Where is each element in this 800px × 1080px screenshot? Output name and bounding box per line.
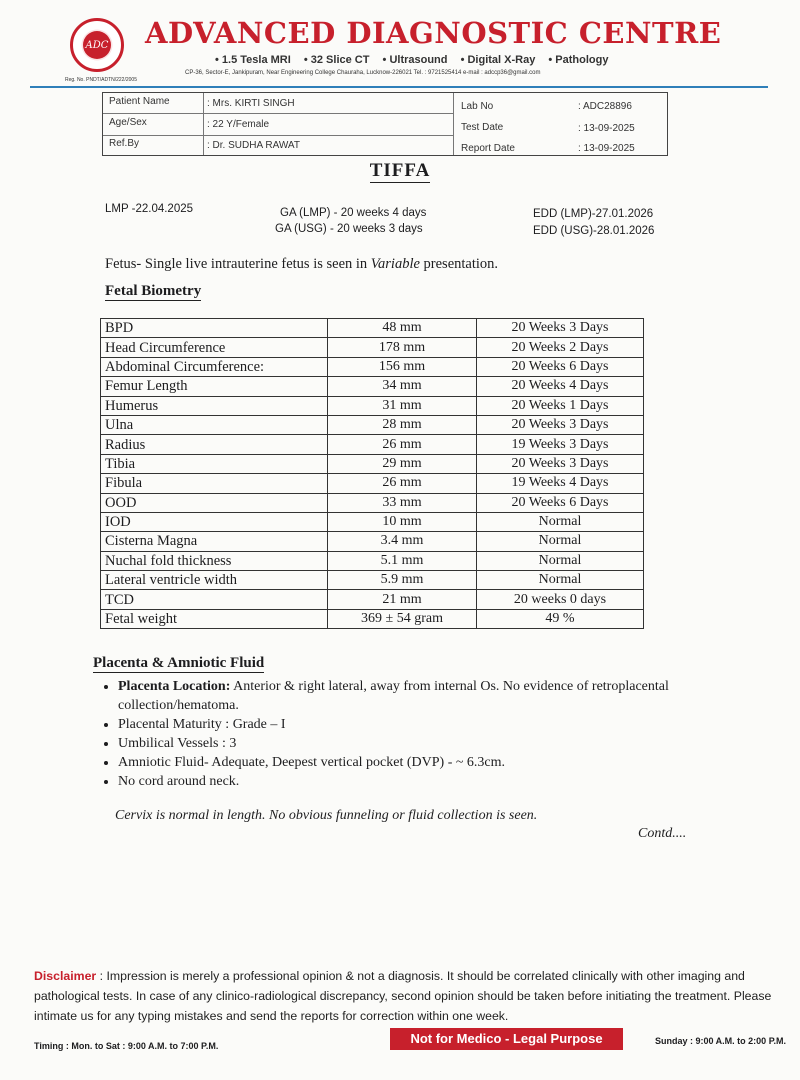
result-cell: Normal (477, 512, 644, 531)
cervix-note: Cervix is normal in length. No obvious funneling or fluid collection is seen. (115, 808, 538, 823)
parameter-cell: Ulna (101, 415, 328, 434)
parameter-cell: Radius (101, 435, 328, 454)
weekday-timing: Timing : Mon. to Sat : 9:00 A.M. to 7:00 P.M. (34, 1041, 219, 1051)
age-sex-label: Age/Sex (109, 117, 147, 128)
parameter-cell: Abdominal Circumference: (101, 357, 328, 376)
ga-lmp: GA (LMP) - 20 weeks 4 days (280, 207, 427, 219)
result-cell: 19 Weeks 3 Days (477, 435, 644, 454)
box-rule (203, 135, 453, 136)
measurement-cell: 178 mm (328, 338, 477, 357)
ref-by-value: : Dr. SUDHA RAWAT (207, 140, 300, 151)
result-cell: 19 Weeks 4 Days (477, 474, 644, 493)
age-sex-value: : 22 Y/Female (207, 119, 270, 130)
measurement-cell: 28 mm (328, 415, 477, 434)
table-row (101, 454, 644, 473)
measurement-cell: 26 mm (328, 474, 477, 493)
patient-name-value: : Mrs. KIRTI SINGH (207, 98, 295, 109)
measurement-cell: 26 mm (328, 435, 477, 454)
table-row (101, 532, 644, 551)
list-item: • Umbilical Vessels : 3 (118, 734, 718, 753)
table-row (101, 551, 644, 570)
service-pathology: • Pathology (548, 54, 609, 66)
result-cell: Normal (477, 551, 644, 570)
table-row (101, 338, 644, 357)
measurement-cell: 5.9 mm (328, 571, 477, 590)
measurement-cell: 33 mm (328, 493, 477, 512)
list-item: • No cord around neck. (118, 772, 718, 791)
table-row (101, 493, 644, 512)
table-row (101, 319, 644, 338)
measurement-cell: 31 mm (328, 396, 477, 415)
service-mri: • 1.5 Tesla MRI (215, 54, 291, 66)
parameter-cell: BPD (101, 319, 328, 338)
header-divider (30, 86, 768, 88)
table-row (101, 396, 644, 415)
measurement-cell: 48 mm (328, 319, 477, 338)
table-row (101, 512, 644, 531)
table-row (101, 590, 644, 609)
parameter-cell: OOD (101, 493, 328, 512)
parameter-cell: Nuchal fold thickness (101, 551, 328, 570)
service-ultrasound: • Ultrasound (382, 54, 448, 66)
fetal-biometry-table (100, 318, 644, 629)
sunday-timing: Sunday : 9:00 A.M. to 2:00 P.M. (655, 1036, 787, 1046)
box-rule (203, 113, 453, 114)
fetal-biometry-heading: Fetal Biometry (105, 283, 202, 299)
parameter-cell: Cisterna Magna (101, 532, 328, 551)
parameter-cell: Lateral ventricle width (101, 571, 328, 590)
logo-text: ADC (83, 31, 111, 59)
parameter-cell: TCD (101, 590, 328, 609)
continued-note: Contd.... (638, 826, 687, 841)
result-cell: 20 Weeks 6 Days (477, 493, 644, 512)
parameter-cell: Humerus (101, 396, 328, 415)
measurement-cell: 29 mm (328, 454, 477, 473)
service-ct: • 32 Slice CT (303, 54, 370, 66)
result-cell: 20 Weeks 6 Days (477, 357, 644, 376)
table-row (101, 435, 644, 454)
report-date-value: : 13-09-2025 (578, 143, 635, 154)
table-row (101, 609, 644, 628)
result-cell: 20 Weeks 3 Days (477, 319, 644, 338)
test-date-value: : 13-09-2025 (578, 123, 635, 134)
result-cell: 49 % (477, 609, 644, 628)
disclaimer-text: : Impression is merely a professional opinion & not a diagnosis. It should be correlated clinically with other imaging and pathological tests. In case of any clinico-radiological discrepancy, second opinion should be taken before initiating the treatment. Please intimate us for any typing mistakes and send the reports for correction within one week. (34, 969, 772, 1023)
report-title (0, 160, 800, 182)
patient-details-box (102, 92, 668, 156)
list-item: • Placental Maturity : Grade – I (118, 715, 718, 734)
report-date-label: Report Date (461, 143, 515, 154)
disclaimer (34, 966, 782, 1026)
placenta-heading: Placenta & Amniotic Fluid (93, 655, 265, 671)
fetus-text-end: presentation. (419, 256, 499, 272)
ga-usg: GA (USG) - 20 weeks 3 days (275, 223, 423, 235)
result-cell: 20 weeks 0 days (477, 590, 644, 609)
list-item: • Amniotic Fluid- Adequate, Deepest vertical pocket (DVP) - ~ 6.3cm. (118, 753, 718, 772)
list-item (118, 677, 718, 715)
measurement-cell: 369 ± 54 gram (328, 609, 477, 628)
placenta-findings-list (94, 677, 718, 791)
lab-no-value: : ADC28896 (578, 101, 632, 112)
not-for-medico-legal-badge: Not for Medico - Legal Purpose (390, 1028, 623, 1050)
measurement-cell: 10 mm (328, 512, 477, 531)
table-row (101, 377, 644, 396)
ref-by-label: Ref.By (109, 138, 140, 149)
measurement-cell: 156 mm (328, 357, 477, 376)
parameter-cell: IOD (101, 512, 328, 531)
fetus-statement (105, 256, 498, 273)
table-row (101, 357, 644, 376)
table-row (101, 415, 644, 434)
measurement-cell: 5.1 mm (328, 551, 477, 570)
lmp-date: LMP -22.04.2025 (105, 203, 194, 215)
parameter-cell: Head Circumference (101, 338, 328, 357)
services-list (215, 54, 618, 66)
report-title-text: TIFFA (369, 160, 431, 181)
result-cell: Normal (477, 571, 644, 590)
parameter-cell: Fibula (101, 474, 328, 493)
parameter-cell: Fetal weight (101, 609, 328, 628)
result-cell: 20 Weeks 3 Days (477, 415, 644, 434)
measurement-cell: 3.4 mm (328, 532, 477, 551)
result-cell: 20 Weeks 1 Days (477, 396, 644, 415)
patient-name-label: Patient Name (109, 96, 170, 107)
parameter-cell: Femur Length (101, 377, 328, 396)
placenta-location-text: Anterior & right lateral, away from internal Os. No evidence of retroplacental collection/hematoma. (118, 679, 669, 713)
measurement-cell: 34 mm (328, 377, 477, 396)
box-rule (103, 135, 203, 136)
result-cell: 20 Weeks 4 Days (477, 377, 644, 396)
box-rule (103, 113, 203, 114)
result-cell: 20 Weeks 2 Days (477, 338, 644, 357)
fetus-text: Fetus- Single live intrauterine fetus is seen in (105, 256, 371, 272)
service-xray: • Digital X-Ray (460, 54, 536, 66)
table-row (101, 474, 644, 493)
test-date-label: Test Date (461, 122, 504, 133)
placenta-location-label: Placenta Location: (118, 679, 231, 694)
box-divider (203, 93, 204, 155)
fetus-presentation: Variable (370, 256, 420, 272)
adc-logo-icon (70, 18, 124, 72)
table-row (101, 571, 644, 590)
lab-no-label: Lab No (461, 101, 494, 112)
parameter-cell: Tibia (101, 454, 328, 473)
disclaimer-label: Disclaimer (34, 969, 97, 983)
registration-number: Reg. No. PNDT/ADTN/222/2005 (65, 77, 137, 83)
centre-name: ADVANCED DIAGNOSTIC CENTRE (145, 16, 722, 50)
edd-usg: EDD (USG)-28.01.2026 (533, 225, 655, 237)
centre-address: CP-36, Sector-E, Jankipuram, Near Engineering College Chauraha, Lucknow-226021 Tel. : 9721525414 e-mail : adccp36@gmail.com (185, 70, 541, 76)
result-cell: 20 Weeks 3 Days (477, 454, 644, 473)
edd-lmp: EDD (LMP)-27.01.2026 (533, 208, 654, 220)
result-cell: Normal (477, 532, 644, 551)
box-divider (453, 93, 454, 155)
measurement-cell: 21 mm (328, 590, 477, 609)
